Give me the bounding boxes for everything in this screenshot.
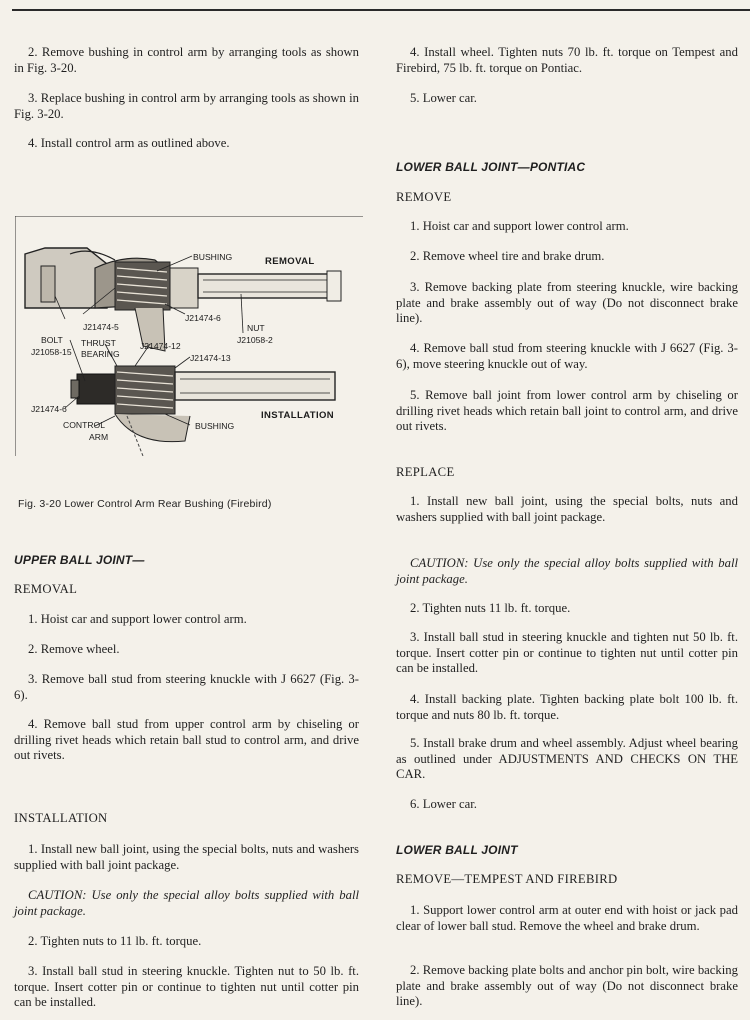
removal-step-1: 1. Hoist car and support lower control arm. [28,612,247,626]
caution-note: CAUTION: Use only the special alloy bolts supplied with ball joint package. [14,888,359,918]
step-install-wheel: 4. Install wheel. Tighten nuts 70 lb. ft. torque on Tempest and Firebird, 75 lb. ft. torque on Pontiac. [396,45,738,75]
step-replace-bushing: 3. Replace bushing in control arm by arranging tools as shown in Fig. 3-20. [14,91,359,121]
replace-step-3: 3. Install ball stud in steering knuckle and tighten nut 50 lb. ft. torque. Insert cotter pin or continue to tighten nut until cotter pin can be installed. [396,630,738,676]
label-bushing-top: BUSHING [193,252,233,262]
heading-lower-ball-joint-pontiac: LOWER BALL JOINT—PONTIAC [396,160,586,174]
label-j21474-6-bottom: J21474-6 [31,404,67,414]
removal-step-2: 2. Remove wheel. [28,642,120,656]
label-bearing: BEARING [81,349,120,359]
heading-upper-ball-joint: UPPER BALL JOINT— [14,553,145,567]
label-j21058-15: J21058-15 [31,347,72,357]
label-nut: NUT [247,323,265,333]
remove-step-2: 2. Remove wheel tire and brake drum. [410,249,605,263]
tempest-step-1: 1. Support lower control arm at outer end with hoist or jack pad clear of lower ball stud. Remove the wheel and brake drum. [396,903,738,933]
label-arm: ARM [89,432,109,442]
figure-caption: Fig. 3-20 Lower Control Arm Rear Bushing (Firebird) [18,498,272,510]
remove-step-5: 5. Remove ball joint from lower control arm by chiseling or drilling rivet heads which retain ball joint to control arm, and drive out rivets. [396,388,738,434]
subheading-remove: REMOVE [396,190,452,204]
label-j21474-6-top: J21474-6 [185,313,221,323]
label-installation: INSTALLATION [261,410,335,421]
figure-3-20 [15,216,363,456]
removal-step-3: 3. Remove ball stud from steering knuckle with J 6627 (Fig. 3-6). [14,672,359,702]
label-thrust: THRUST [81,338,116,348]
step-install-control-arm: 4. Install control arm as outlined above. [28,136,230,150]
bushing-tool-illustration [15,216,363,456]
label-j21474-12: J21474-12 [140,341,181,351]
installation-step-3: 3. Install ball stud in steering knuckle. Tighten nut to 50 lb. ft. torque. Insert cotter pin or continue to tighten nut until cotter pin can be installed. [14,964,359,1010]
heading-lower-ball-joint: LOWER BALL JOINT [396,843,518,857]
label-j21058-2: J21058-2 [237,335,273,345]
replace-step-4: 4. Install backing plate. Tighten backing plate bolt 100 lb. ft. torque and nuts 80 lb. ft. torque. [396,692,738,722]
subheading-installation: INSTALLATION [14,811,108,825]
label-control: CONTROL [63,420,106,430]
label-j21474-13: J21474-13 [190,353,231,363]
label-bolt: BOLT [41,335,63,345]
replace-step-1: 1. Install new ball joint, using the special bolts, nuts and washers supplied with ball joint package. [396,494,738,524]
installation-step-1: 1. Install new ball joint, using the special bolts, nuts and washers supplied with ball joint package. [14,842,359,872]
step-lower-car: 5. Lower car. [410,91,477,105]
remove-step-3: 3. Remove backing plate from steering knuckle, wire backing plate and brake assembly out of way (Do not disconnect brake line). [396,280,738,326]
caution-note-right: CAUTION: Use only the special alloy bolts supplied with ball joint package. [396,556,738,586]
label-j21474-5: J21474-5 [83,322,119,332]
step-remove-bushing: 2. Remove bushing in control arm by arranging tools as shown in Fig. 3-20. [14,45,359,75]
replace-step-6: 6. Lower car. [410,797,477,811]
subheading-removal: REMOVAL [14,582,78,596]
subheading-replace: REPLACE [396,465,455,479]
remove-step-4: 4. Remove ball stud from steering knuckle with J 6627 (Fig. 3-6), move steering knuckle out of way. [396,341,738,371]
label-bushing-bottom: BUSHING [195,421,235,431]
label-removal: REMOVAL [265,256,315,267]
tempest-step-2: 2. Remove backing plate bolts and anchor pin bolt, wire backing plate and brake assembly out of way (Do not disconnect brake line). [396,963,738,1009]
replace-step-5: 5. Install brake drum and wheel assembly. Adjust wheel bearing as outlined under ADJUSTMENTS AND CHECKS ON THE CAR. [396,736,738,782]
removal-step-4: 4. Remove ball stud from upper control arm by chiseling or drilling rivet heads which retain ball stud to control arm, and drive out rivets. [14,717,359,763]
remove-step-1: 1. Hoist car and support lower control arm. [410,219,629,233]
top-rule [12,9,750,11]
subheading-remove-tempest-firebird: REMOVE—TEMPEST AND FIREBIRD [396,872,618,886]
replace-step-2: 2. Tighten nuts 11 lb. ft. torque. [410,601,571,615]
installation-step-2: 2. Tighten nuts to 11 lb. ft. torque. [28,934,202,948]
